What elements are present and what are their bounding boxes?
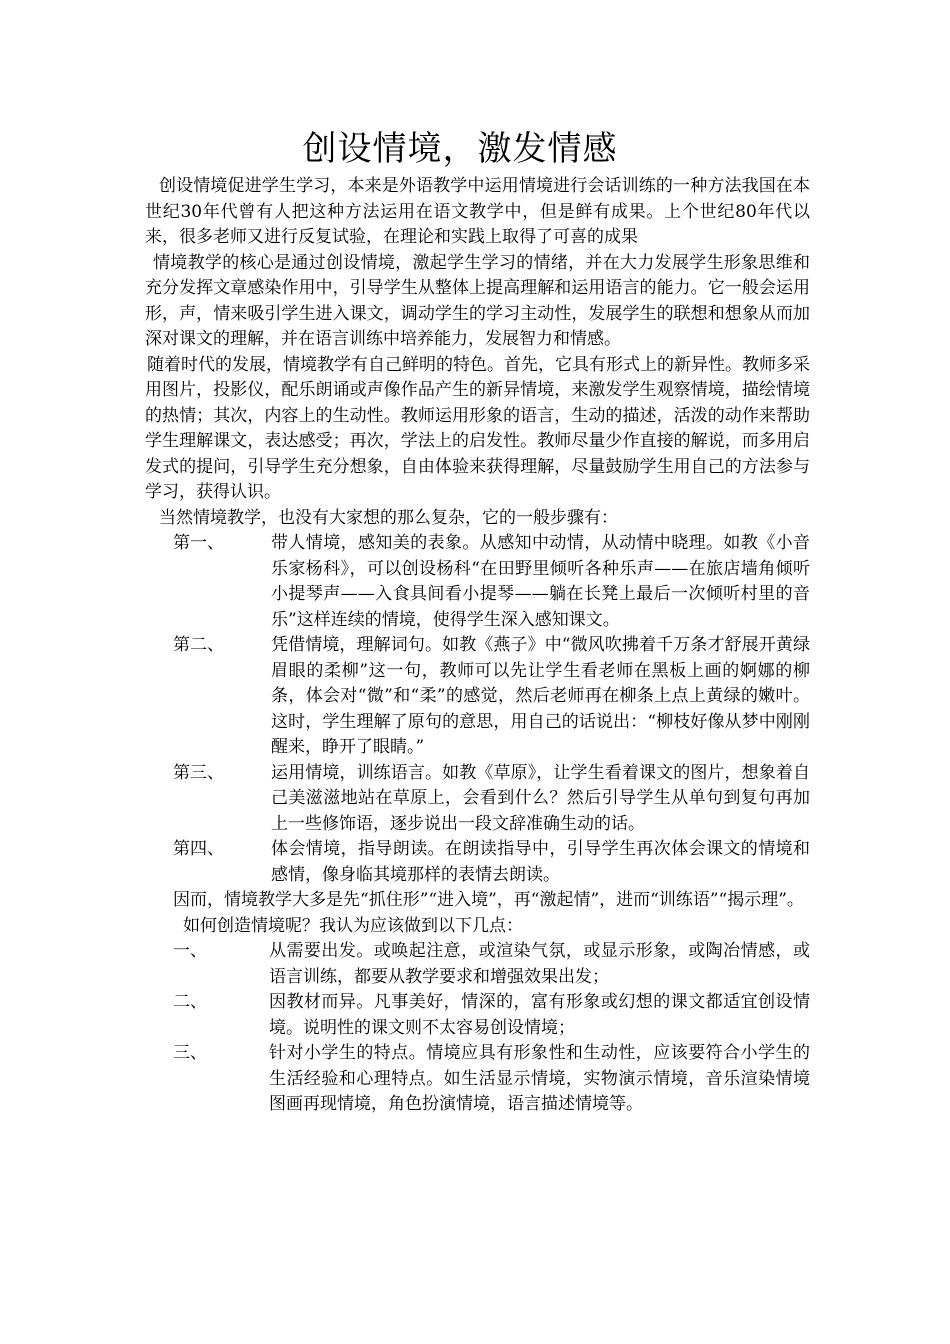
point-item-1: [173, 939, 810, 990]
step-item-4: [173, 837, 810, 888]
point-item-2: [173, 990, 810, 1041]
step-text: 运用情境，训练语言。如教《草原》，让学生看着课文的图片，想象着自己美滋滋地站在草原上，会看到什么？然后引导学生从单句到复句再加上一些修饰语，逐步说出一段文辞准确生动的话。: [271, 762, 810, 834]
step-text: 体会情境，指导朗读。在朗读指导中，引导学生再次体会课文的情境和感情，像身临其境那样的表情去朗读。: [271, 839, 810, 885]
paragraph-core: 情境教学的核心是通过创设情境，激起学生学习的情绪，并在大力发展学生形象思维和充分发挥文章感染作用中，引导学生从整体上提高理解和运用语言的能力。它一般会运用形，声，情来吸引学生进入课文，调动学生的学习主动性，发展学生的联想和想象从而加深对课文的理解，并在语言训练中培养能力，发展智力和情感。: [145, 252, 810, 349]
paragraph-howto-intro: 如何创造情境呢？我认为应该做到以下几点：: [183, 915, 523, 936]
step-text: 凭借情境，理解词句。如教《燕子》中“微风吹拂着千万条才舒展开黄绿眉眼的柔柳”这一句，教师可以先让学生看老师在黑板上画的婀娜的柳条，体会对“微”和“柔”的感觉，然后老师再在柳条上点上黄绿的嫩叶。这时，学生理解了原句的意思，用自己的话说出：“柳枝好像从梦中刚刚醒来，睁开了眼睛。”: [271, 635, 810, 757]
step-label: 第三、: [173, 762, 224, 783]
step-label: 第二、: [173, 635, 224, 655]
point-label: 二、: [173, 992, 207, 1012]
point-text: 针对小学生的特点。情境应具有形象性和生动性，应该要符合小学生的生活经验和心理特点。如生活显示情境，实物演示情境，音乐渲染情境图画再现情境，角色扮演情境，语言描述情境等。: [269, 1043, 810, 1114]
step-item-3: [173, 761, 810, 838]
document-title: 创设情境，激发情感: [302, 129, 618, 169]
point-text: 从需要出发。或唤起注意，或渲染气氛，或显示形象，或陶冶情感，或语言训练，都要从教学要求和增强效果出发；: [269, 941, 810, 987]
paragraph-steps-intro: 当然情境教学，也没有大家想的那么复杂，它的一般步骤有：: [159, 507, 618, 528]
step-text: 带人情境，感知美的表象。从感知中动情，从动情中晓理。如教《小音乐家杨科》，可以创设杨科“在田野里倾听各种乐声——在旅店墙角倾听小提琴声——入食具间看小提琴——躺在长凳上最后一次倾听村里的音乐”这样连续的情境，使得学生深入感知课文。: [271, 533, 810, 630]
point-text: 因教材而异。凡事美好，情深的，富有形象或幻想的课文都适宜创设情境。说明性的课文则不太容易创设情境；: [269, 992, 810, 1038]
step-item-1: [173, 531, 810, 633]
point-label: 一、: [173, 941, 207, 961]
paragraph-intro: 创设情境促进学生学习，本来是外语教学中运用情境进行会话训练的一种方法我国在本世纪30年代曾有人把这种方法运用在语文教学中，但是鲜有成果。上个世纪80年代以来，很多老师又进行反复试验，在理论和实践上取得了可喜的成果: [145, 176, 810, 247]
document-body: [145, 174, 810, 1118]
step-label: 第四、: [173, 839, 224, 859]
point-label: 三、: [173, 1043, 207, 1063]
step-item-2: [173, 633, 810, 761]
step-label: 第一、: [173, 533, 224, 553]
paragraph-features: 随着时代的发展，情境教学有自己鲜明的特色。首先，它具有形式上的新异性。教师多采用图片，投影仪，配乐朗诵或声像作品产生的新异情境，来激发学生观察情境，描绘情境的热情；其次，内容上的生动性。教师运用形象的语言，生动的描述，活泼的动作来帮助学生理解课文，表达感受；再次，学法上的启发性。教师尽量少作直接的解说，而多用启发式的提问，引导学生充分想象，自由体验来获得理解，尽量鼓励学生用自己的方法参与学习，获得认识。: [145, 354, 810, 502]
paragraph-summary: 因而，情境教学大多是先“抓住形”“进入境”，再“激起情”，进而“训练语”“揭示理”。: [173, 890, 804, 910]
point-item-3: [173, 1041, 810, 1118]
